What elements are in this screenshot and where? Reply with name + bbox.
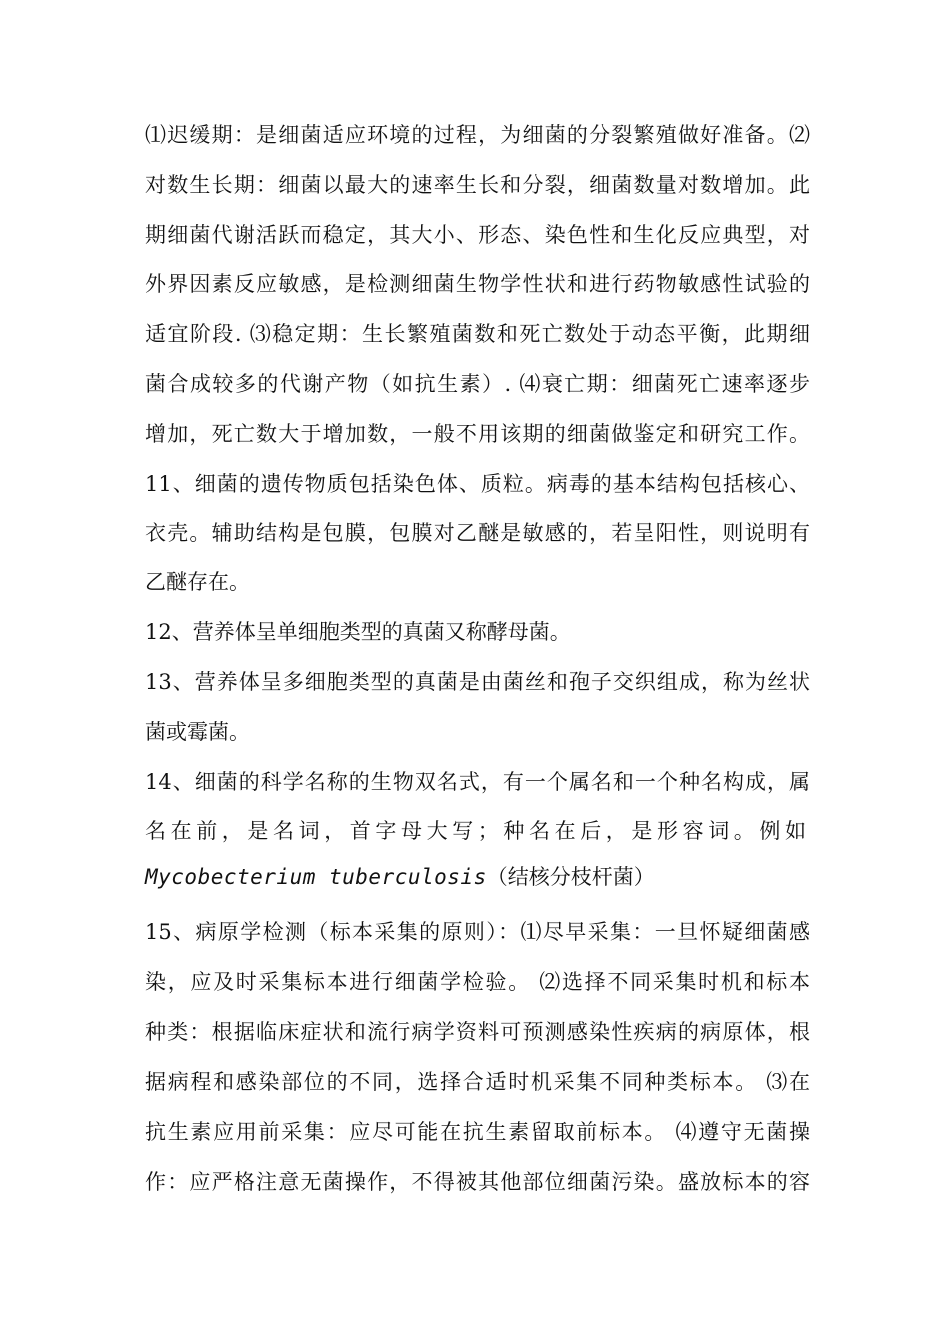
latin-name-line	[145, 862, 810, 892]
latin-name-gloss: （结核分枝杆菌）	[486, 865, 655, 889]
text-line-18: 染，应及时采集标本进行细菌学检验。 ⑵选择不同采集时机和标本	[145, 970, 810, 994]
text-line-8: 11、细菌的遗传物质包括染色体、质粒。病毒的基本结构包括核心、	[145, 472, 810, 496]
text-line-19: 种类：根据临床症状和流行病学资料可预测感染性疾病的病原体，根	[145, 1020, 810, 1044]
text-line-20: 据病程和感染部位的不同，选择合适时机采集不同种类标本。 ⑶在	[145, 1070, 810, 1094]
text-line-12: 13、营养体呈多细胞类型的真菌是由菌丝和孢子交织组成，称为丝状	[145, 670, 810, 694]
text-line-13: 菌或霉菌。	[145, 720, 250, 744]
text-line-14: 14、细菌的科学名称的生物双名式，有一个属名和一个种名构成，属	[145, 770, 810, 794]
latin-species-name: Mycobecterium tuberculosis	[145, 865, 487, 889]
text-line-4: 外界因素反应敏感，是检测细菌生物学性状和进行药物敏感性试验的	[145, 272, 810, 296]
text-line-15: 名在前，是名词，首字母大写；种名在后，是形容词。例如	[145, 819, 810, 843]
text-line-2: 对数生长期：细菌以最大的速率生长和分裂，细菌数量对数增加。此	[145, 173, 810, 197]
text-line-1: ⑴迟缓期：是细菌适应环境的过程，为细菌的分裂繁殖做好准备。⑵	[145, 123, 810, 147]
text-line-9: 衣壳。辅助结构是包膜，包膜对乙醚是敏感的，若呈阳性，则说明有	[145, 521, 810, 545]
text-line-22: 作：应严格注意无菌操作，不得被其他部位细菌污染。盛放标本的容	[145, 1170, 810, 1194]
text-line-6: 菌合成较多的代谢产物（如抗生素）. ⑷衰亡期：细菌死亡速率逐步	[145, 372, 810, 396]
text-line-7: 增加，死亡数大于增加数，一般不用该期的细菌做鉴定和研究工作。	[145, 422, 810, 446]
text-line-21: 抗生素应用前采集：应尽可能在抗生素留取前标本。 ⑷遵守无菌操	[145, 1120, 810, 1144]
text-line-11: 12、营养体呈单细胞类型的真菌又称酵母菌。	[145, 620, 571, 644]
text-line-17: 15、病原学检测（标本采集的原则）：⑴尽早采集：一旦怀疑细菌感	[145, 920, 810, 944]
text-line-5: 适宜阶段. ⑶稳定期：生长繁殖菌数和死亡数处于动态平衡，此期细	[145, 322, 810, 346]
text-line-3: 期细菌代谢活跃而稳定，其大小、形态、染色性和生化反应典型，对	[145, 223, 810, 247]
text-line-10: 乙醚存在。	[145, 570, 250, 594]
